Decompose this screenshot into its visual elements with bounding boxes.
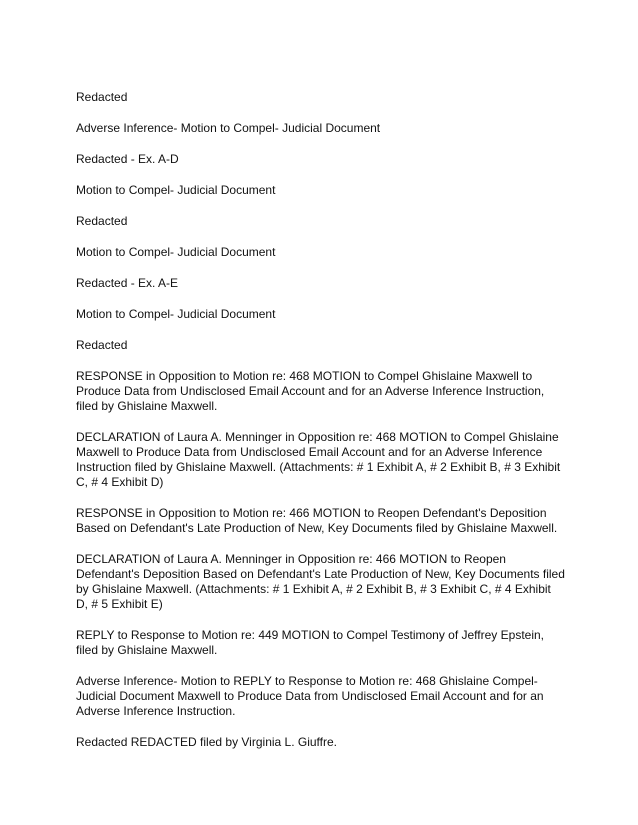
docket-entry: DECLARATION of Laura A. Menninger in Opposition re: 466 MOTION to Reopen Defendant's Deposition Based on Defendant's Late Production of New, Key Documents filed by Ghislaine Maxwell. (Attachments: # 1 Exhibit A, # 2 Exhibit B, # 3 Exhibit C, # 4 Exhibit D, # 5 Exhibit E) (76, 552, 565, 611)
docket-entry: Redacted - Ex. A-E (76, 276, 179, 290)
docket-entry: Adverse Inference- Motion to REPLY to Response to Motion re: 468 Ghislaine Compel- Judicial Document Maxwell to Produce Data from Undisclosed Email Account and for an Adverse Inference Instruction. (76, 674, 544, 718)
docket-entry: Redacted - Ex. A-D (76, 152, 179, 166)
docket-entry: Motion to Compel- Judicial Document (76, 307, 276, 321)
docket-entry: Adverse Inference- Motion to Compel- Judicial Document (76, 121, 381, 135)
docket-entry: RESPONSE in Opposition to Motion re: 466 MOTION to Reopen Defendant's Deposition Based on Defendant's Late Production of New, Key Documents filed by Ghislaine Maxwell. (76, 506, 558, 535)
docket-entry: DECLARATION of Laura A. Menninger in Opposition re: 468 MOTION to Compel Ghislaine Maxwell to Produce Data from Undisclosed Email Account and for an Adverse Inference Instruction filed by Ghislaine Maxwell. (Attachments: # 1 Exhibit A, # 2 Exhibit B, # 3 Exhibit C, # 4 Exhibit D) (76, 430, 561, 489)
docket-entry: Motion to Compel- Judicial Document (76, 245, 276, 259)
docket-entry: Redacted (76, 338, 128, 352)
docket-entry-list (76, 90, 566, 766)
docket-entry: Redacted REDACTED filed by Virginia L. Giuffre. (76, 735, 338, 749)
docket-entry: REPLY to Response to Motion re: 449 MOTION to Compel Testimony of Jeffrey Epstein, filed by Ghislaine Maxwell. (76, 628, 544, 657)
docket-entry: Redacted (76, 214, 128, 228)
docket-entry: RESPONSE in Opposition to Motion re: 468 MOTION to Compel Ghislaine Maxwell to Produce Data from Undisclosed Email Account and for an Adverse Inference Instruction, filed by Ghislaine Maxwell. (76, 369, 545, 413)
docket-entry: Redacted (76, 90, 128, 104)
docket-entry: Motion to Compel- Judicial Document (76, 183, 276, 197)
